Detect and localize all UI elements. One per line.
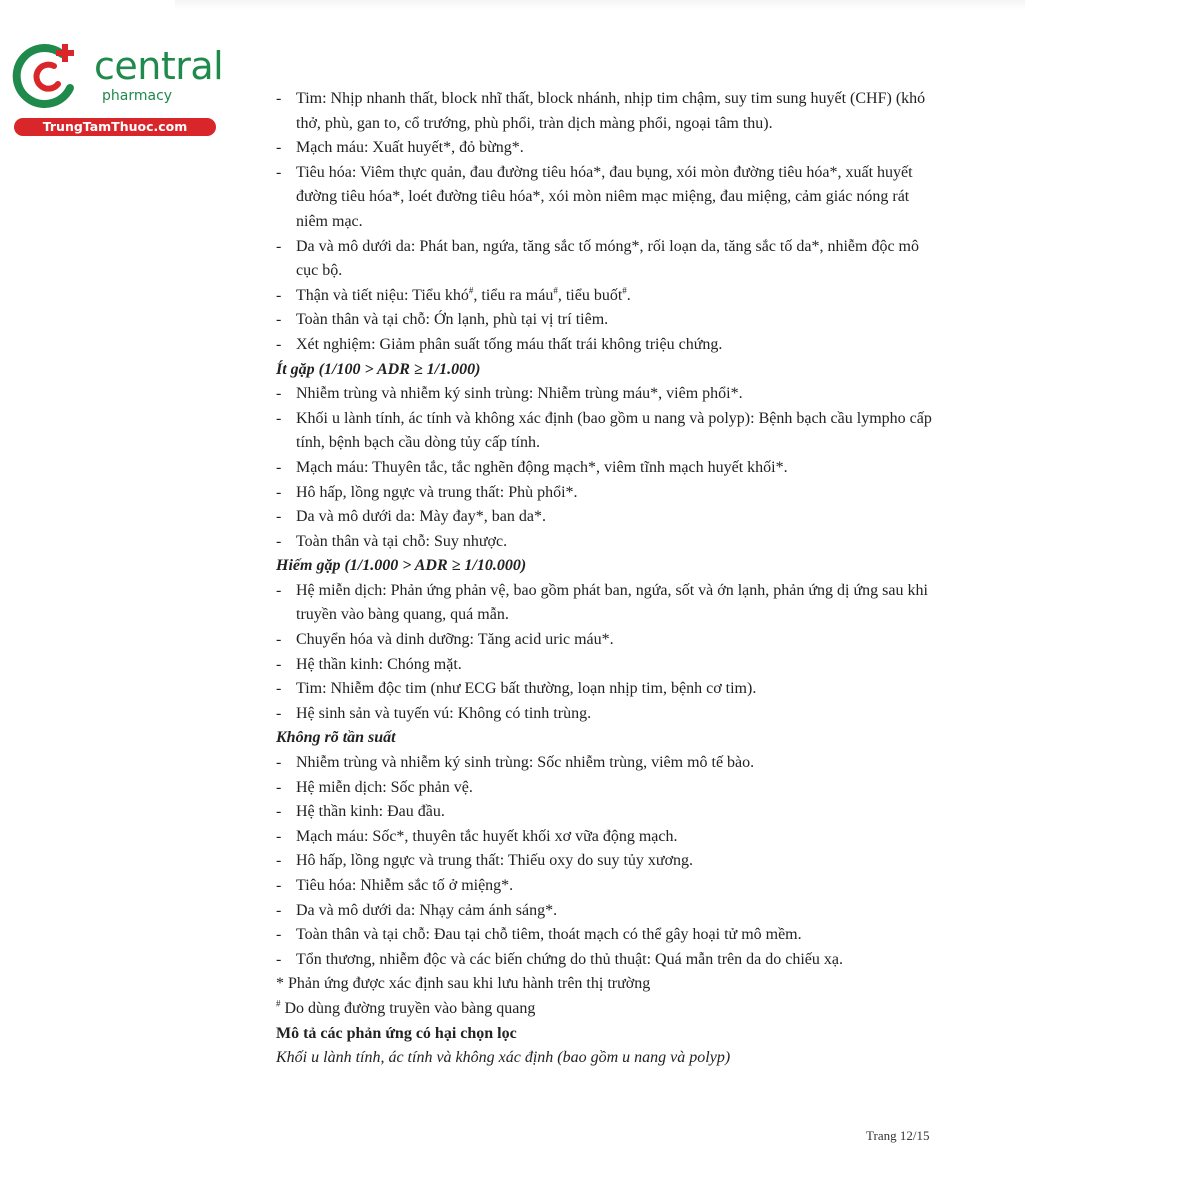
- list-item: [276, 899, 941, 924]
- bullet-dash: -: [276, 950, 282, 968]
- bullet-dash: -: [276, 385, 282, 403]
- bullet-dash: -: [276, 532, 282, 550]
- bullet-dash: -: [276, 90, 282, 107]
- bullet-dash: -: [276, 508, 282, 526]
- footnote-mark: #: [553, 285, 558, 296]
- bullet-dash: -: [276, 631, 282, 649]
- list-item: [276, 628, 941, 653]
- bullet-dash: -: [276, 286, 282, 304]
- list-item: [276, 874, 941, 899]
- list-item: [276, 382, 941, 407]
- list-item: [276, 530, 941, 555]
- list-item-text: Hệ thần kinh: Đau đầu.: [296, 803, 445, 821]
- list-item: [276, 579, 941, 628]
- footnote-mark: #: [468, 285, 474, 296]
- bullet-dash: -: [276, 409, 282, 427]
- list-item: [276, 456, 941, 481]
- list-item-text: Tim: Nhiễm độc tim (như ECG bất thường, loạn nhịp tim, bệnh cơ tim).: [296, 680, 757, 698]
- bullet-dash: -: [276, 803, 282, 821]
- bullet-dash: -: [276, 827, 282, 845]
- bullet-dash: -: [276, 926, 282, 944]
- list-item-text: Tim: Nhịp nhanh thất, block nhĩ thất, block nhánh, nhịp tim chậm, suy tim sung huyết (CHF) (khó thở, phù, gan to, cổ trướng, phù phổi, tràn dịch màng phổi, ngoại tâm thu).: [296, 90, 926, 132]
- bullet-dash: -: [276, 680, 282, 698]
- list-item-text: Hệ miễn dịch: Phản ứng phản vệ, bao gồm phát ban, ngứa, sốt và ớn lạnh, phản ứng dị ứng sau khi truyền vào bàng quang, quá mẫn.: [296, 581, 928, 624]
- list-item: [276, 776, 941, 801]
- list-item: [276, 751, 941, 776]
- footnote: [276, 997, 941, 1022]
- bullet-dash: -: [276, 877, 282, 894]
- footnote-mark: #: [622, 285, 627, 296]
- list-item-text: Hô hấp, lồng ngực và trung thất: Phù phổi*.: [296, 483, 578, 501]
- logo-subtitle: pharmacy: [102, 88, 173, 104]
- scan-top-strip: [175, 0, 1025, 10]
- bullet-dash: -: [276, 139, 282, 157]
- logo-site-banner: TrungTamThuoc.com: [14, 118, 216, 136]
- bullet-dash: -: [276, 901, 282, 919]
- central-pharmacy-logo: [10, 38, 224, 138]
- document-body: [276, 87, 941, 1071]
- list-item-text: Toàn thân và tại chỗ: Ớn lạnh, phù tại vị trí tiêm.: [296, 311, 609, 329]
- list-item-text: Khối u lành tính, ác tính và không xác định (bao gồm u nang và polyp): Bệnh bạch cầu lympho cấp tính, bệnh bạch cầu dòng tủy cấp tính.: [296, 409, 932, 452]
- frequency-heading: Hiếm gặp (1/1.000 > ADR ≥ 1/10.000): [276, 557, 527, 575]
- page-number: Trang 12/15: [866, 1128, 930, 1143]
- list-item-text: Chuyển hóa và dinh dưỡng: Tăng acid uric máu*.: [296, 631, 614, 649]
- list-item: [276, 653, 941, 678]
- list-item-text: Da và mô dưới da: Phát ban, ngứa, tăng sắc tố móng*, rối loạn da, tăng sắc tố da*, nhiễm độc mô cục bộ.: [296, 237, 919, 280]
- list-item: [276, 284, 941, 309]
- bullet-dash: -: [276, 458, 282, 476]
- list-item: [276, 825, 941, 850]
- list-item: [276, 800, 941, 825]
- section-title: Mô tả các phản ứng có hại chọn lọc: [276, 1024, 517, 1042]
- list-item-text: Thận và tiết niệu: Tiểu khó: [296, 286, 469, 304]
- bullet-dash: -: [276, 581, 282, 599]
- list-item: [276, 948, 941, 973]
- list-item-text: Hệ miễn dịch: Sốc phản vệ.: [296, 778, 473, 796]
- list-item-text: , tiểu buốt: [557, 286, 623, 304]
- bullet-dash: -: [276, 237, 282, 255]
- list-item: [276, 87, 941, 136]
- list-item: [276, 308, 941, 333]
- list-item-text: Nhiễm trùng và nhiễm ký sinh trùng: Sốc nhiễm trùng, viêm mô tế bào.: [296, 754, 755, 772]
- bullet-dash: -: [276, 163, 282, 181]
- frequency-heading: Không rõ tần suất: [276, 729, 396, 747]
- logo-wordmark: central: [94, 44, 224, 88]
- subsection-title: Khối u lành tính, ác tính và không xác định (bao gồm u nang và polyp): [276, 1049, 731, 1067]
- list-item-text: Tiêu hóa: Nhiễm sắc tố ở miệng*.: [296, 877, 514, 894]
- list-item: [276, 849, 941, 874]
- list-item-text: Da và mô dưới da: Mày đay*, ban da*.: [296, 508, 546, 526]
- list-item-text: Da và mô dưới da: Nhạy cảm ánh sáng*.: [296, 901, 558, 919]
- list-item-text: Toàn thân và tại chỗ: Suy nhược.: [296, 532, 508, 550]
- list-item: [276, 702, 941, 727]
- list-item-text: Hô hấp, lồng ngực và trung thất: Thiếu oxy do suy tủy xương.: [296, 852, 694, 870]
- list-item-text: .: [626, 286, 631, 304]
- footnote-text: Do dùng đường truyền vào bàng quang: [280, 999, 536, 1017]
- frequency-heading: Ít gặp (1/100 > ADR ≥ 1/1.000): [276, 360, 481, 378]
- list-item-text: Mạch máu: Xuất huyết*, đỏ bừng*.: [296, 139, 524, 157]
- list-item: [276, 333, 941, 358]
- list-item: [276, 481, 941, 506]
- list-item: [276, 407, 941, 456]
- bullet-dash: -: [276, 754, 282, 772]
- bullet-dash: -: [276, 335, 282, 353]
- bullet-dash: -: [276, 655, 282, 673]
- list-item: [276, 136, 941, 161]
- list-item-text: Hệ sinh sản và tuyến vú: Không có tinh trùng.: [296, 704, 592, 722]
- bullet-dash: -: [276, 852, 282, 870]
- footnote-mark: #: [276, 998, 281, 1009]
- list-item-text: , tiểu ra máu: [473, 286, 554, 304]
- list-item-text: Mạch máu: Thuyên tắc, tắc nghẽn động mạch*, viêm tĩnh mạch huyết khối*.: [296, 458, 788, 476]
- list-item: [276, 235, 941, 284]
- list-item: [276, 677, 941, 702]
- list-item: [276, 161, 941, 235]
- list-item: [276, 505, 941, 530]
- list-item-text: Toàn thân và tại chỗ: Đau tại chỗ tiêm, thoát mạch có thể gây hoại tử mô mềm.: [296, 926, 802, 944]
- bullet-dash: -: [276, 778, 282, 796]
- list-item-text: Nhiễm trùng và nhiễm ký sinh trùng: Nhiễm trùng máu*, viêm phổi*.: [296, 385, 743, 403]
- footnote: * Phản ứng được xác định sau khi lưu hành trên thị trường: [276, 975, 651, 993]
- pharmacy-cross-logo-icon: [10, 38, 84, 112]
- bullet-dash: -: [276, 483, 282, 501]
- list-item: [276, 923, 941, 948]
- list-item-text: Mạch máu: Sốc*, thuyên tắc huyết khối xơ vữa động mạch.: [296, 827, 678, 845]
- list-item-text: Xét nghiệm: Giảm phân suất tống máu thất trái không triệu chứng.: [296, 335, 723, 353]
- list-item-text: Tiêu hóa: Viêm thực quản, đau đường tiêu hóa*, đau bụng, xói mòn đường tiêu hóa*, xuất huyết đường tiêu hóa*, loét đường tiêu hóa*, xói mòn niêm mạc miệng, đau miệng, cảm giác nóng rát niêm mạc.: [296, 163, 913, 230]
- bullet-dash: -: [276, 311, 282, 329]
- list-item-text: Hệ thần kinh: Chóng mặt.: [296, 655, 462, 673]
- bullet-dash: -: [276, 704, 282, 722]
- list-item-text: Tổn thương, nhiễm độc và các biến chứng do thủ thuật: Quá mẫn trên da do chiếu xạ.: [296, 950, 843, 968]
